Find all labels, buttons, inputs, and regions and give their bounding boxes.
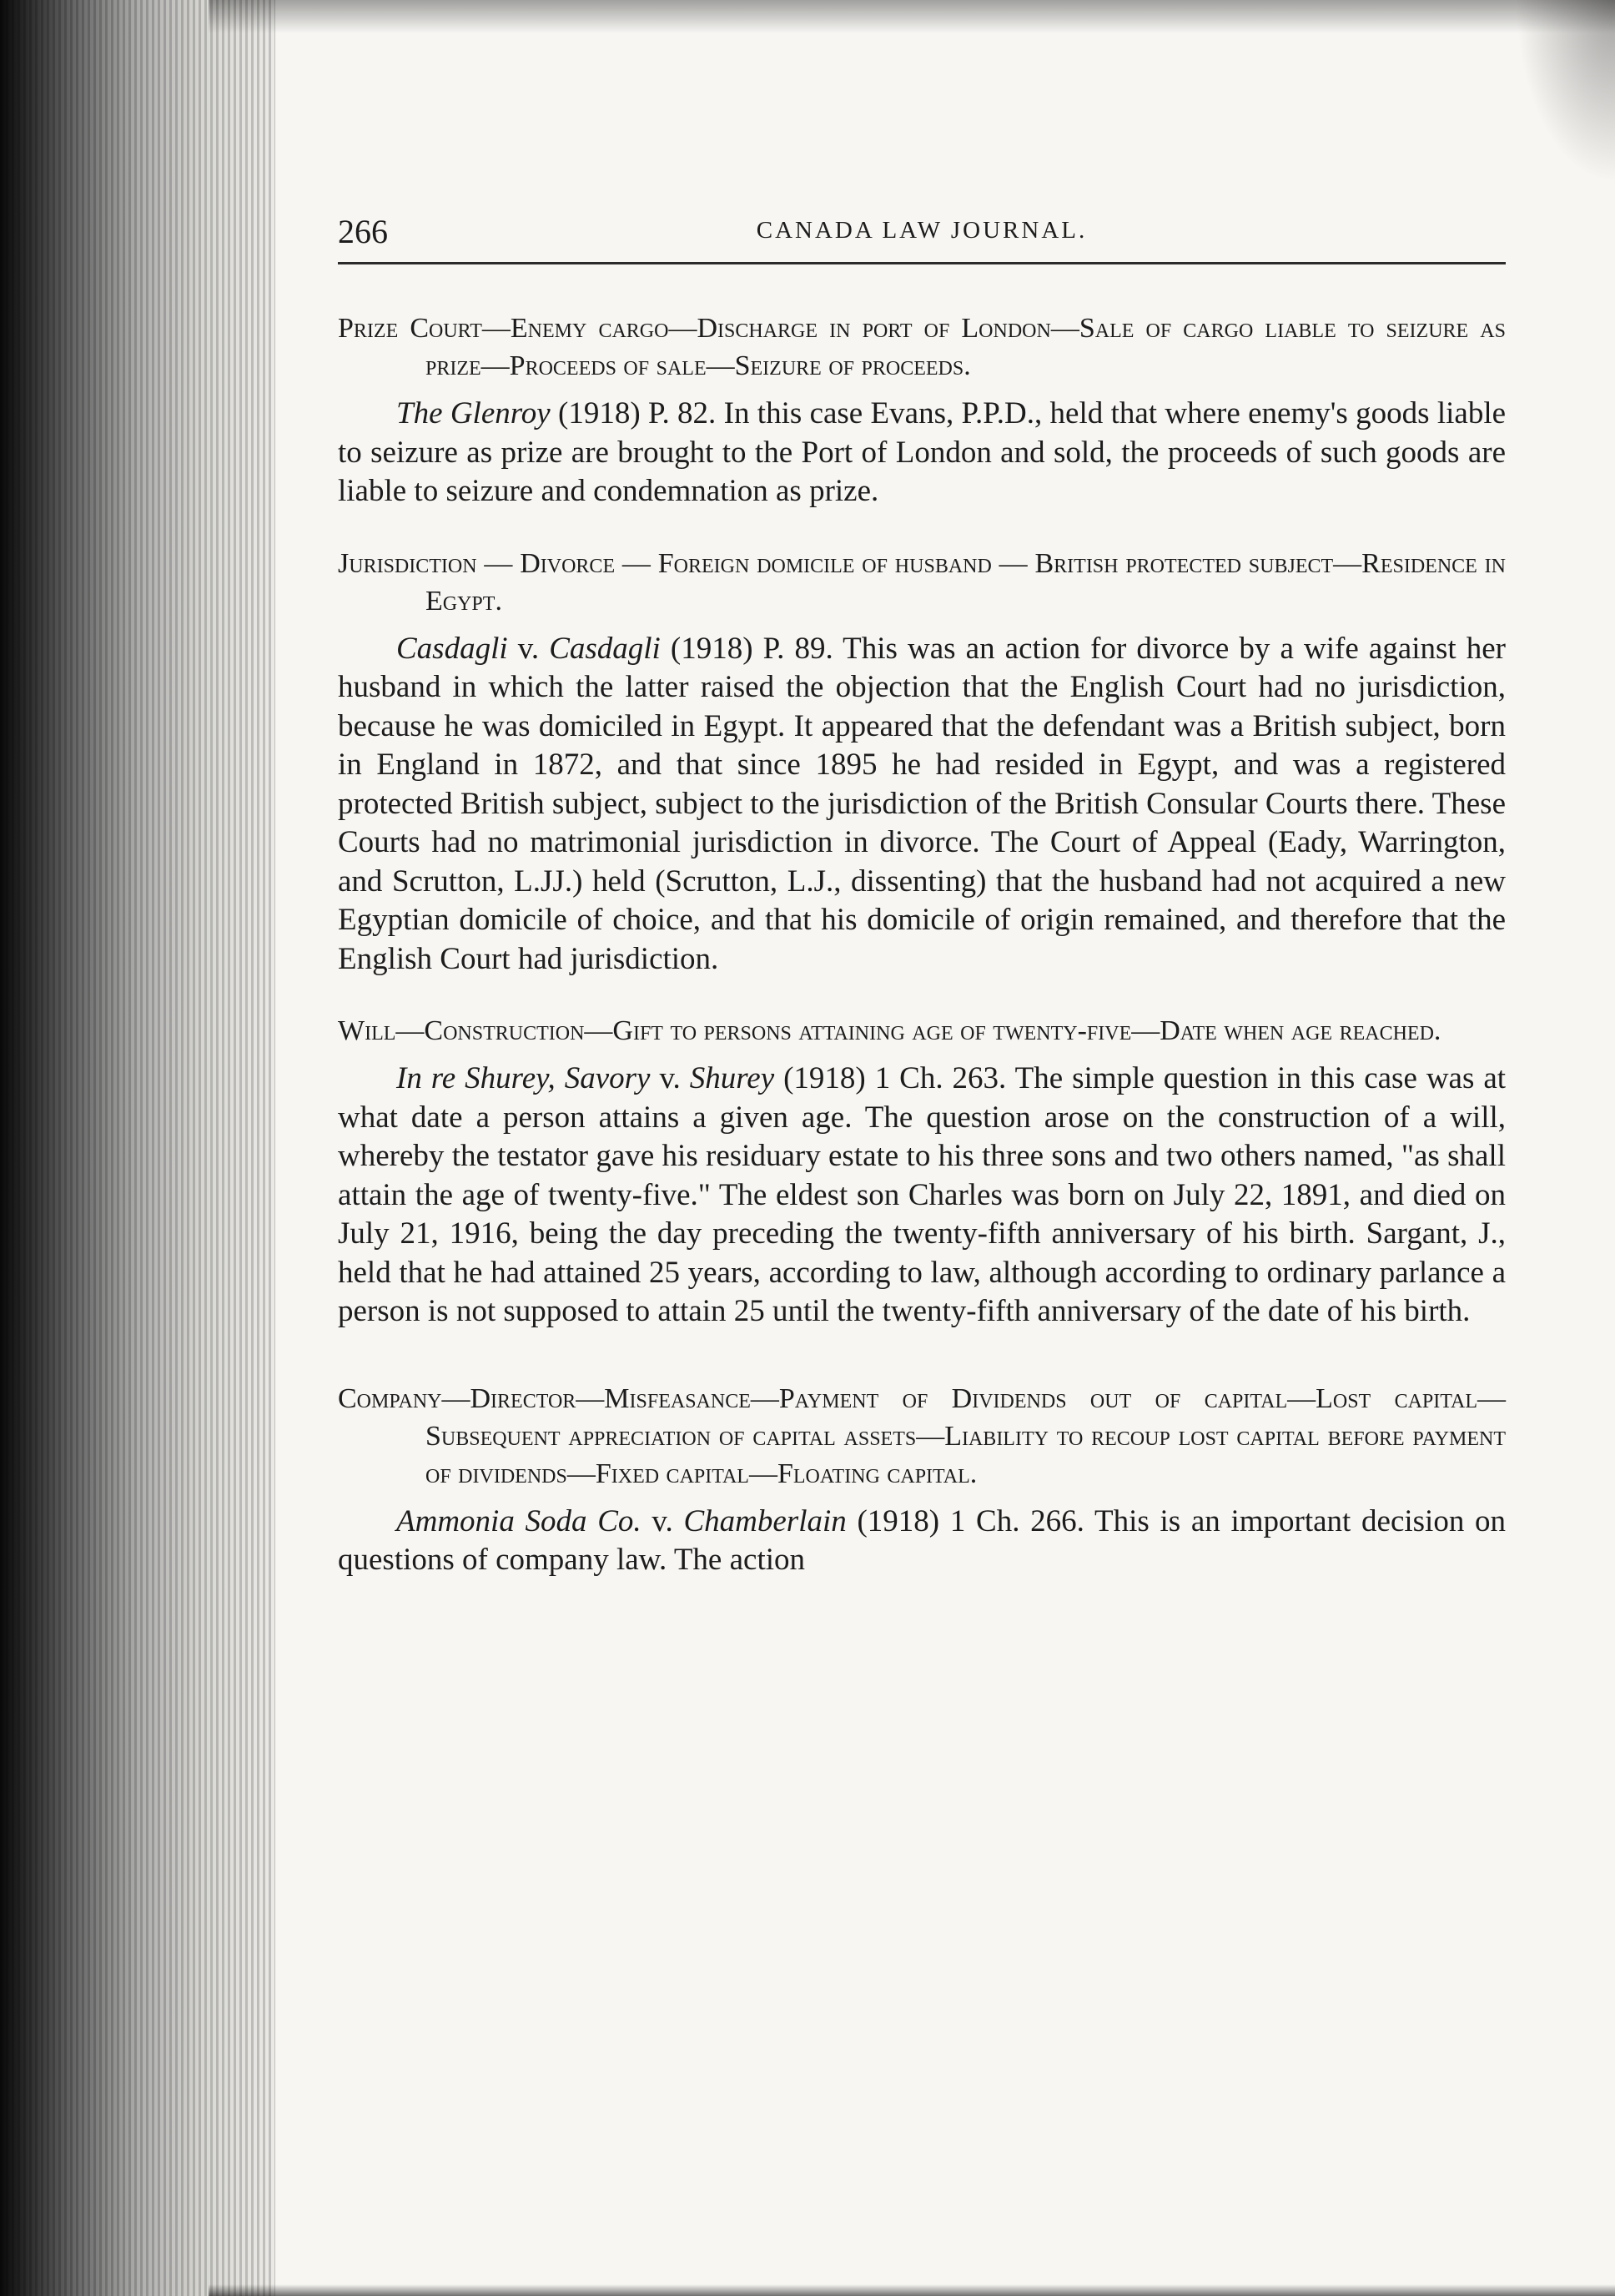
case-name-plaintiff: Ammonia Soda Co. [396,1503,641,1538]
case-versus: v. [652,1503,673,1538]
citation: (1918) 1 Ch. 263. [783,1061,1007,1095]
bottom-scan-edge [209,2284,1615,2296]
headnote: Will—Construction—Gift to persons attaining age of twenty-five—Date when age reached. [338,1015,1441,1046]
running-head [338,209,1506,264]
binding-shadow [0,0,275,2296]
case-text: The simple question in this case was at what date a person attains a given age. The question arose on the construction of a will, whereby the testator gave his residuary estate to his three sons and two others named, "as shall attain the age of twenty-five." The eldest son Charles was born on July 22, 1891, and died on July 21, 1916, being the day preceding the twenty-fifth anniversary of his birth. Sargant, J., held that he had attained 25 years, according to law, although according to ordinary parlance a person is not supposed to attain 25 until the twenty-fifth anniversary of the date of his birth. [338,1061,1507,1328]
case-name-plaintiff: In re Shurey, Savory [396,1061,651,1095]
case-text: This was an action for divorce by a wife against her husband in which the latter raised the objection that the English Court had no jurisdiction, because he was domiciled in Egypt. It appeared that the defendant was a British subject, born in England in 1872, and that since 1895 he had resided in Egypt, and was a registered protected British subject, subject to the jurisdiction of the British Consular Courts there. These Courts had no matrimonial jurisdiction in divorce. The Court of Appeal (Eady, Warrington, and Scrutton, L.JJ.) held (Scrutton, L.J., dissenting) that the husband had not acquired a new Egyptian domicile of choice, and that his domicile of origin remained, and therefore that the English Court had jurisdiction. [338,631,1507,976]
headnote: Company—Director—Misfeasance—Payment of Dividends out of capital—Lost capital—Subsequent appreciation of capital assets—Liability to recoup lost capital before payment of dividends—Fixed capital—Floating capital. [338,1382,1506,1489]
case-name-defendant: Casdagli [549,631,661,666]
case-paragraph [338,1060,1506,1332]
case-text: This is an important decision on questions of company law. The action [338,1503,1507,1577]
journal-page [338,209,1506,1580]
case-name-defendant: Shurey [689,1061,775,1095]
case-name-defendant: Chamberlain [683,1503,847,1538]
case-paragraph [338,630,1506,979]
citation: (1918) 1 Ch. 266. [857,1503,1084,1538]
journal-title: CANADA LAW JOURNAL. [756,217,1088,244]
section-prize-court [338,310,1506,511]
section-jurisdiction [338,545,1506,979]
case-name-plaintiff: Casdagli [396,631,508,666]
corner-scan-shadow [1515,0,1615,184]
headnote: Jurisdiction — Divorce — Foreign domicile of husband — British protected subject—Residence in Egypt. [338,547,1506,617]
page-number: 266 [338,213,388,250]
top-scan-edge [209,0,1615,33]
case-versus: v. [659,1061,681,1095]
headnote: Prize Court—Enemy cargo—Discharge in port of London—Sale of cargo liable to seizure as prize—Proceeds of sale—Seizure of proceeds. [338,313,1506,381]
case-versus: v. [517,631,540,666]
case-paragraph [338,1503,1506,1580]
section-will [338,1012,1506,1332]
section-company [338,1380,1506,1580]
case-paragraph [338,395,1506,511]
citation: (1918) P. 82. [558,396,717,430]
citation: (1918) P. 89. [670,631,833,666]
case-text: In this case Evans, P.P.D., held that where enemy's goods liable to seizure as prize are brought to the Port of London and sold, the proceeds of such goods are liable to seizure and condemnation as prize. [338,396,1507,508]
case-name: The Glenroy [396,396,551,430]
